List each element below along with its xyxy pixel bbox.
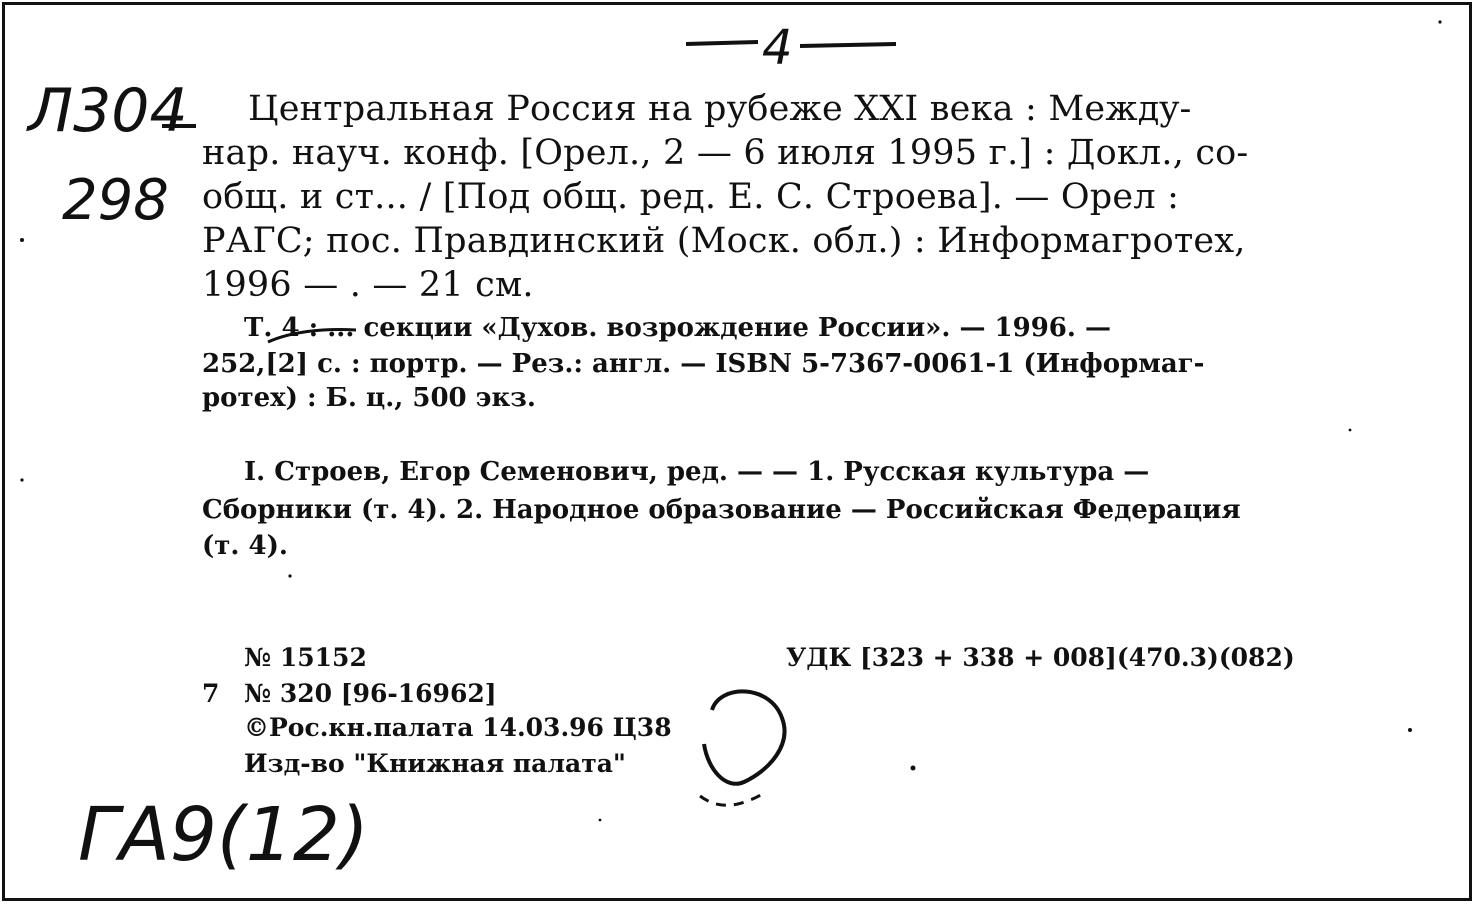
page-number: 4 (762, 20, 793, 76)
tracing-line-1: I. Строев, Егор Семенович, ред. — — 1. Русская культура — (244, 457, 1150, 487)
shelfmark-bottom: 298 (62, 168, 169, 233)
volume-line-2: 252,[2] с. : портр. — Рез.: англ. — ISBN 5-7367-0061-1 (Информаг- (202, 349, 1205, 379)
tracing-line-2: Сборники (т. 4). 2. Народное образование — Российская Федерация (202, 495, 1241, 525)
entry-line-2: нар. науч. конф. [Орел., 2 — 6 июля 1995 г.] : Докл., со- (202, 133, 1249, 173)
card-count: 7 (202, 679, 220, 708)
record-number: № 15152 (244, 643, 367, 672)
volume-line-3: ротех) : Б. ц., 500 экз. (202, 383, 536, 413)
entry-line-1: Центральная Россия на рубеже XXI века : Междy- (248, 89, 1192, 129)
entry-line-4: РАГС; пос. Правдинский (Моск. обл.) : Информагротех, (202, 221, 1246, 261)
volume-line-1: Т. 4 : ... секции «Духов. возрождение России». — 1996. — (244, 313, 1112, 343)
publisher-line: Изд-во "Книжная палата" (244, 749, 626, 778)
shelfmark-top: Л304 (28, 76, 188, 146)
udk-classification: УДК [323 + 338 + 008](470.3)(082) (786, 643, 1295, 672)
copyright-line: ©Рос.кн.палата 14.03.96 Ц38 (244, 713, 672, 742)
entry-line-5: 1996 — . — 21 см. (202, 265, 534, 305)
tracing-line-3: (т. 4). (202, 531, 288, 561)
order-number: № 320 [96-16962] (244, 679, 497, 708)
entry-line-3: общ. и ст... / [Под общ. ред. Е. С. Строева]. — Орел : (202, 177, 1180, 217)
handwritten-code: ГА9(12) (78, 792, 369, 878)
